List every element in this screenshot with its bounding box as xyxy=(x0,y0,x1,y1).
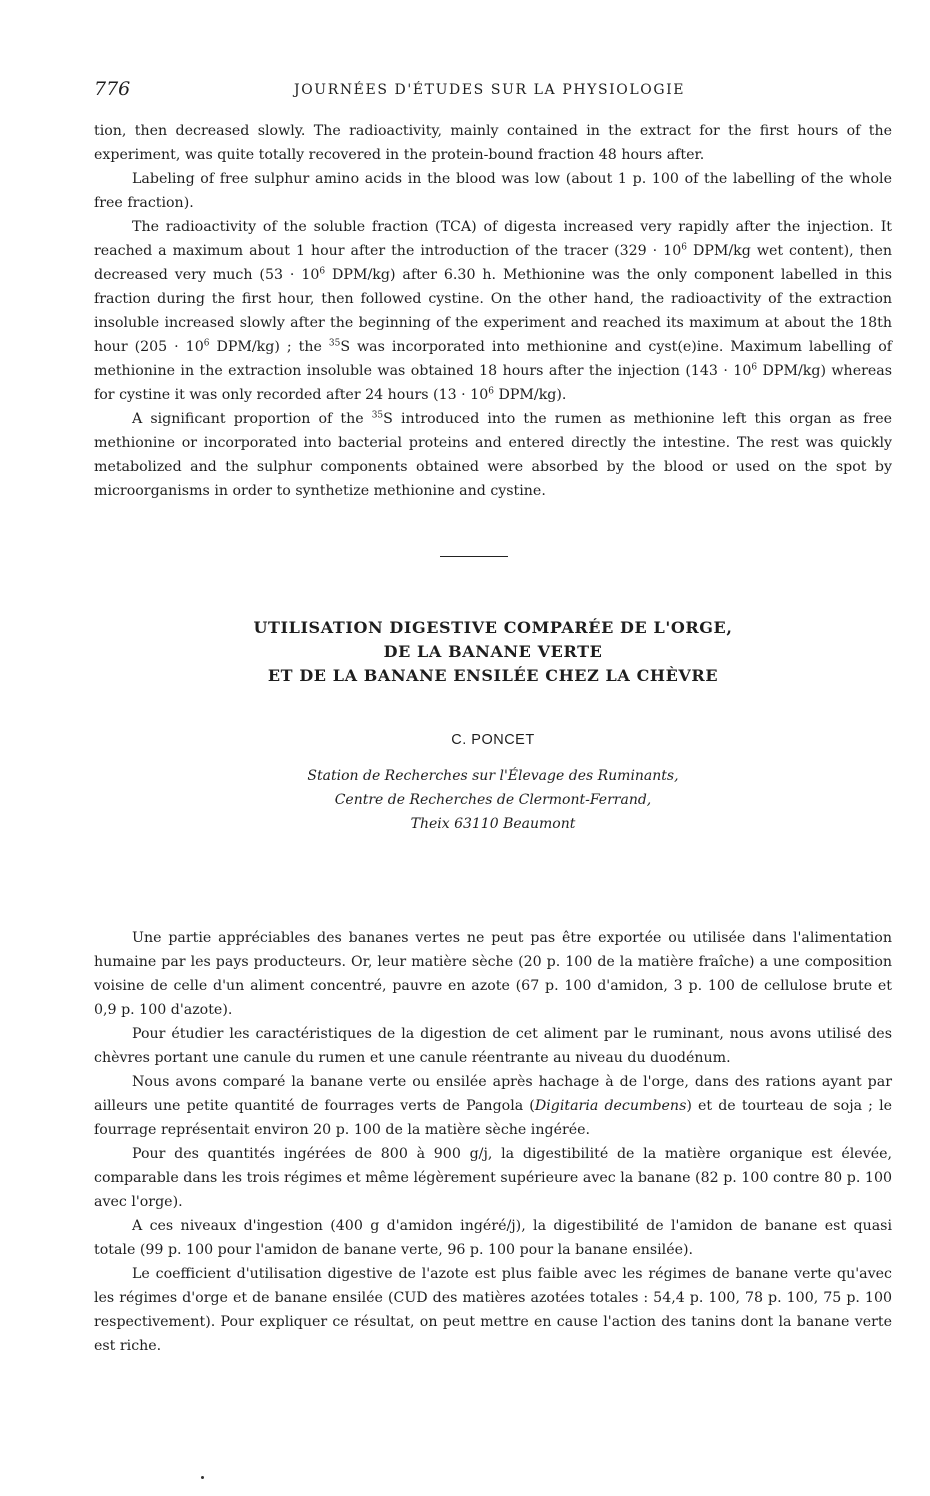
species-name: Digitaria decumbens xyxy=(534,1098,687,1114)
page-header xyxy=(94,78,892,102)
paragraph: Pour étudier les caractéristiques de la digestion de cet aliment par le ruminant, nous avons utilisé des chèvres portant une canule du rumen et une canule réentrante au niveau du duodénum. xyxy=(94,1026,892,1066)
affiliation-line: Station de Recherches sur l'Élevage des Ruminants, xyxy=(307,768,679,784)
paragraph xyxy=(94,1070,892,1142)
text-run: DPM/kg) whereas for cystine it was only recorded after 24 hours (13 · 10 xyxy=(94,363,893,403)
paragraph: A ces niveaux d'ingestion (400 g d'amidon ingéré/j), la digestibilité de l'amidon de banane est quasi totale (99 p. 100 pour l'amidon de banane verte, 96 p. 100 pour la banane ensilée). xyxy=(94,1218,892,1258)
title-line: UTILISATION DIGESTIVE COMPARÉE DE L'ORGE, xyxy=(253,618,733,637)
text-run: S was incorporated into methionine and cyst(e)ine. Maximum labelling of methionine in the extraction insoluble was obtained 18 hours after the injection (143 · 10 xyxy=(94,339,893,379)
text-run: Nous avons comparé la banane verte ou ensilée après hachage à de l'orge, dans des rations ayant par ailleurs une petite quantité de fourrages verts de Pangola ( xyxy=(94,1074,892,1114)
paragraph: tion, then decreased slowly. The radioactivity, mainly contained in the extract for the first hours of the experiment, was quite totally recovered in the protein-bound fraction 48 hours after. xyxy=(94,123,892,163)
running-title: JOURNÉES D'ÉTUDES SUR LA PHYSIOLOGIE xyxy=(294,82,686,98)
superscript: 6 xyxy=(203,338,210,349)
superscript: 6 xyxy=(681,242,687,253)
article-body xyxy=(94,926,892,1358)
affiliation-line: Centre de Recherches de Clermont-Ferrand, xyxy=(334,792,652,808)
title-line: DE LA BANANE VERTE xyxy=(383,642,603,661)
text-run: DPM/kg) after 6.30 h. Methionine was the only component labelled in this fraction during the first hour, then followed cystine. On the other hand, the radioactivity of the extraction insoluble increased slowly after the beginning of the experiment and reached its maximum at about the 18th hour (205 · 10 xyxy=(94,267,892,355)
affiliation-line: Theix 63110 Beaumont xyxy=(410,816,576,832)
scan-speck xyxy=(201,1476,204,1479)
text-run: DPM/kg wet content), then decreased very much (53 · 10 xyxy=(94,243,892,283)
page-number: 776 xyxy=(94,78,131,100)
previous-abstract-end xyxy=(94,119,892,503)
paragraph xyxy=(94,407,892,503)
author: C. PONCET xyxy=(451,732,535,748)
text-run: The radioactivity of the soluble fraction (TCA) of digesta increased very rapidly after the injection. It reached a maximum about 1 hour after the introduction of the tracer (329 · 10 xyxy=(94,219,892,259)
superscript: 6 xyxy=(488,386,494,397)
text-run: DPM/kg) ; the xyxy=(209,339,329,355)
text-run: A significant proportion of the xyxy=(132,411,372,427)
text-run: ) et de tourteau de soja ; le fourrage représentait environ 20 p. 100 de la matière sèche ingérée. xyxy=(94,1098,893,1138)
superscript: 6 xyxy=(319,266,326,277)
paragraph: Pour des quantités ingérées de 800 à 900 g/j, la digestibilité de la matière organique est élevée, comparable dans les trois régimes et même légèrement supérieure avec la banane (82 p. 100 contre 80 p. 100 avec l'orge). xyxy=(94,1146,892,1210)
text-run: DPM/kg). xyxy=(493,387,567,403)
text-run: S introduced into the rumen as methionine left this organ as free methionine or incorporated into bacterial proteins and entered directly the intestine. The rest was quickly metabolized and the sulphur components obtained were absorbed by the blood or used on the spot by microorganisms in order to synthetize methionine and cystine. xyxy=(94,411,892,499)
paragraph: Le coefficient d'utilisation digestive de l'azote est plus faible avec les régimes de banane verte qu'avec les régimes d'orge et de banane ensilée (CUD des matières azotées totales : 54,4 p. 100, 78 p. 100, 75 p. 100 respectivement). Pour expliquer ce résultat, on peut mettre en cause l'action des tanins dont la banane verte est riche. xyxy=(94,1266,892,1354)
title-line: ET DE LA BANANE ENSILÉE CHEZ LA CHÈVRE xyxy=(267,666,719,685)
superscript: 35 xyxy=(328,338,341,349)
paragraph xyxy=(94,215,892,407)
affiliation xyxy=(94,764,892,836)
article-title xyxy=(94,616,892,688)
section-divider xyxy=(440,556,508,557)
paragraph: Une partie appréciables des bananes vertes ne peut pas être exportée ou utilisée dans l'alimentation humaine par les pays producteurs. Or, leur matière sèche (20 p. 100 de la matière fraîche) a une composition voisine de celle d'un aliment concentré, pauvre en azote (67 p. 100 d'amidon, 3 p. 100 de cellulose brute et 0,9 p. 100 d'azote). xyxy=(94,930,892,1018)
paragraph: Labeling of free sulphur amino acids in the blood was low (about 1 p. 100 of the labelling of the whole free fraction). xyxy=(94,171,892,211)
superscript: 35 xyxy=(371,410,384,421)
superscript: 6 xyxy=(751,362,758,373)
